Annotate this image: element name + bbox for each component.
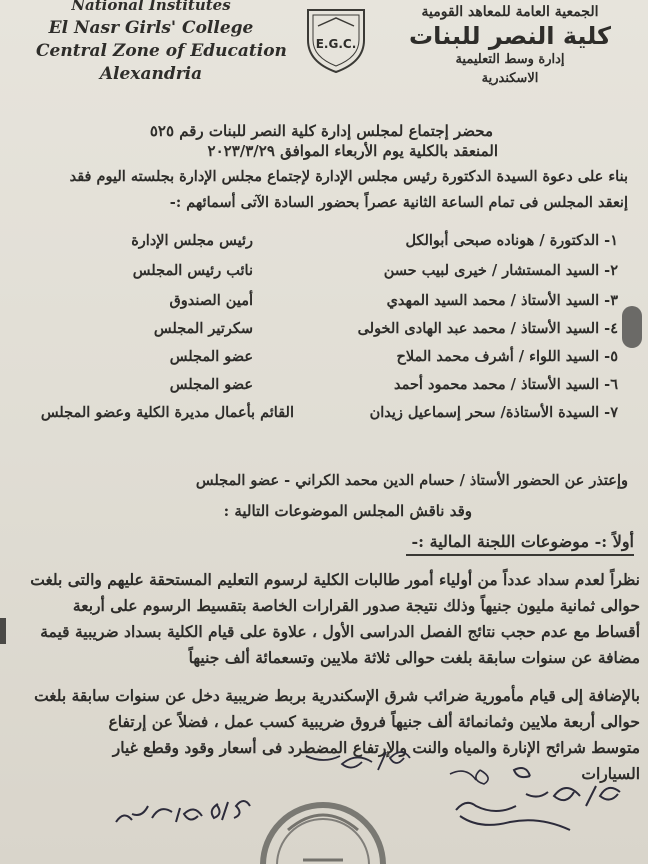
member-role-7: القائم بأعمال مديرة الكلية وعضو المجلس — [40, 404, 294, 421]
member-role-3: أمين الصندوق — [169, 292, 253, 309]
body-line-5: بالإضافة إلى قيام مأمورية ضرائب شرق الإسكندرية بربط ضريبية دخل عن سنوات سابقة بلغت — [34, 686, 640, 705]
header-en-line3: Alexandria — [99, 64, 203, 84]
signature-right — [420, 756, 630, 856]
minutes-title: محضر إجتماع لمجلس إدارة كلية النصر للبنات رقم ٥٢٥ — [149, 122, 493, 140]
logo-text: E.G.C. — [315, 37, 357, 51]
member-role-2: نائب رئيس المجلس — [132, 262, 253, 279]
binder-mark — [0, 618, 6, 644]
body-line-6: حوالى أربعة ملايين وثمانمائة ألف جنيهاً فروق ضريبية كسب عمل ، فضلاً عن إرتفاع — [108, 712, 640, 731]
topics-heading: وقد ناقش المجلس الموضوعات التالية : — [223, 502, 472, 520]
punch-hole — [622, 306, 642, 348]
signature-left — [110, 776, 260, 840]
header-en-line1: El Nasr Girls' College — [48, 18, 254, 38]
header-en-line2: Central Zone of Education — [36, 41, 287, 61]
minutes-subtitle: المنعقد بالكلية يوم الأربعاء الموافق ٢٠٢٣/٣/٢٩ — [207, 142, 498, 160]
signature-middle — [300, 738, 420, 778]
header-ar-line2: كلية النصر للبنات — [409, 22, 611, 50]
member-role-6: عضو المجلس — [169, 376, 253, 393]
section-heading: أولاً :- موضوعات اللجنة المالية :- — [411, 532, 634, 551]
intro-line2: إنعقد المجلس فى تمام الساعة الثانية عصراً بحضور السادة الآتى أسمائهم :- — [169, 194, 628, 211]
intro-line1: بناء على دعوة السيدة الدكتورة رئيس مجلس الإدارة لإجتماع مجلس الإدارة بجلسته اليوم فقد — [69, 168, 628, 185]
header-arabic — [390, 4, 630, 86]
body-line-2: حوالى ثمانية مليون جنيهاً وذلك نتيجة صدور القرارات الخاصة بتقسيط الرسوم على أربعة — [72, 596, 640, 615]
header-ar-line1: الجمعية العامة للمعاهد القومية — [421, 4, 599, 20]
member-name-1: ١- الدكتورة / هوناده صبحى أبوالكل — [405, 232, 618, 249]
header-ar-line4: الاسكندرية — [481, 71, 539, 86]
header-english — [36, 0, 287, 86]
body-line-8: السيارات — [581, 764, 640, 783]
body-line-3: أقساط مع عدم حجب نتائج الفصل الدراسى الأول ، علاوة على قيام الكلية بسداد ضريبية قيمة — [40, 622, 640, 641]
college-logo — [300, 4, 372, 76]
header-ar-line3: إدارة وسط التعليمية — [455, 52, 565, 67]
member-role-4: سكرتير المجلس — [153, 320, 253, 337]
college-stamp — [248, 790, 398, 864]
member-name-6: ٦- السيد الأستاذ / محمد محمود أحمد — [393, 376, 618, 393]
body-line-4: مضافة عن سنوات سابقة بلغت حوالى ثلاثة ملايين وتسعمائة ألف جنيهاً — [188, 648, 640, 667]
member-role-1: رئيس مجلس الإدارة — [131, 232, 253, 249]
member-name-4: ٤- السيد الأستاذ / محمد عبد الهادى الخولى — [357, 320, 618, 337]
member-name-7: ٧- السيدة الأستاذة/ سحر إسماعيل زيدان — [369, 404, 618, 421]
member-role-5: عضو المجلس — [169, 348, 253, 365]
body-line-7: متوسط شرائح الإنارة والمياه والنت والإرتفاع المضطرد فى أسعار وقود وقطع غيار — [112, 738, 640, 757]
absence-note: وإعتذر عن الحضور الأستاذ / حسام الدين محمد الكراني - عضو المجلس — [195, 472, 628, 489]
header-en-line0: National Institutes — [71, 0, 231, 14]
body-line-1: نظراً لعدم سداد عدداً من أولياء أمور طالبات الكلية لرسوم التعليم المستحقة عليهم والتى بلغت — [30, 570, 640, 589]
member-name-2: ٢- السيد المستشار / خيرى لبيب حسن — [383, 262, 618, 279]
member-name-5: ٥- السيد اللواء / أشرف محمد الملاح — [396, 348, 618, 365]
section-underline — [406, 554, 634, 556]
member-name-3: ٣- السيد الأستاذ / محمد السيد المهدي — [386, 292, 618, 309]
